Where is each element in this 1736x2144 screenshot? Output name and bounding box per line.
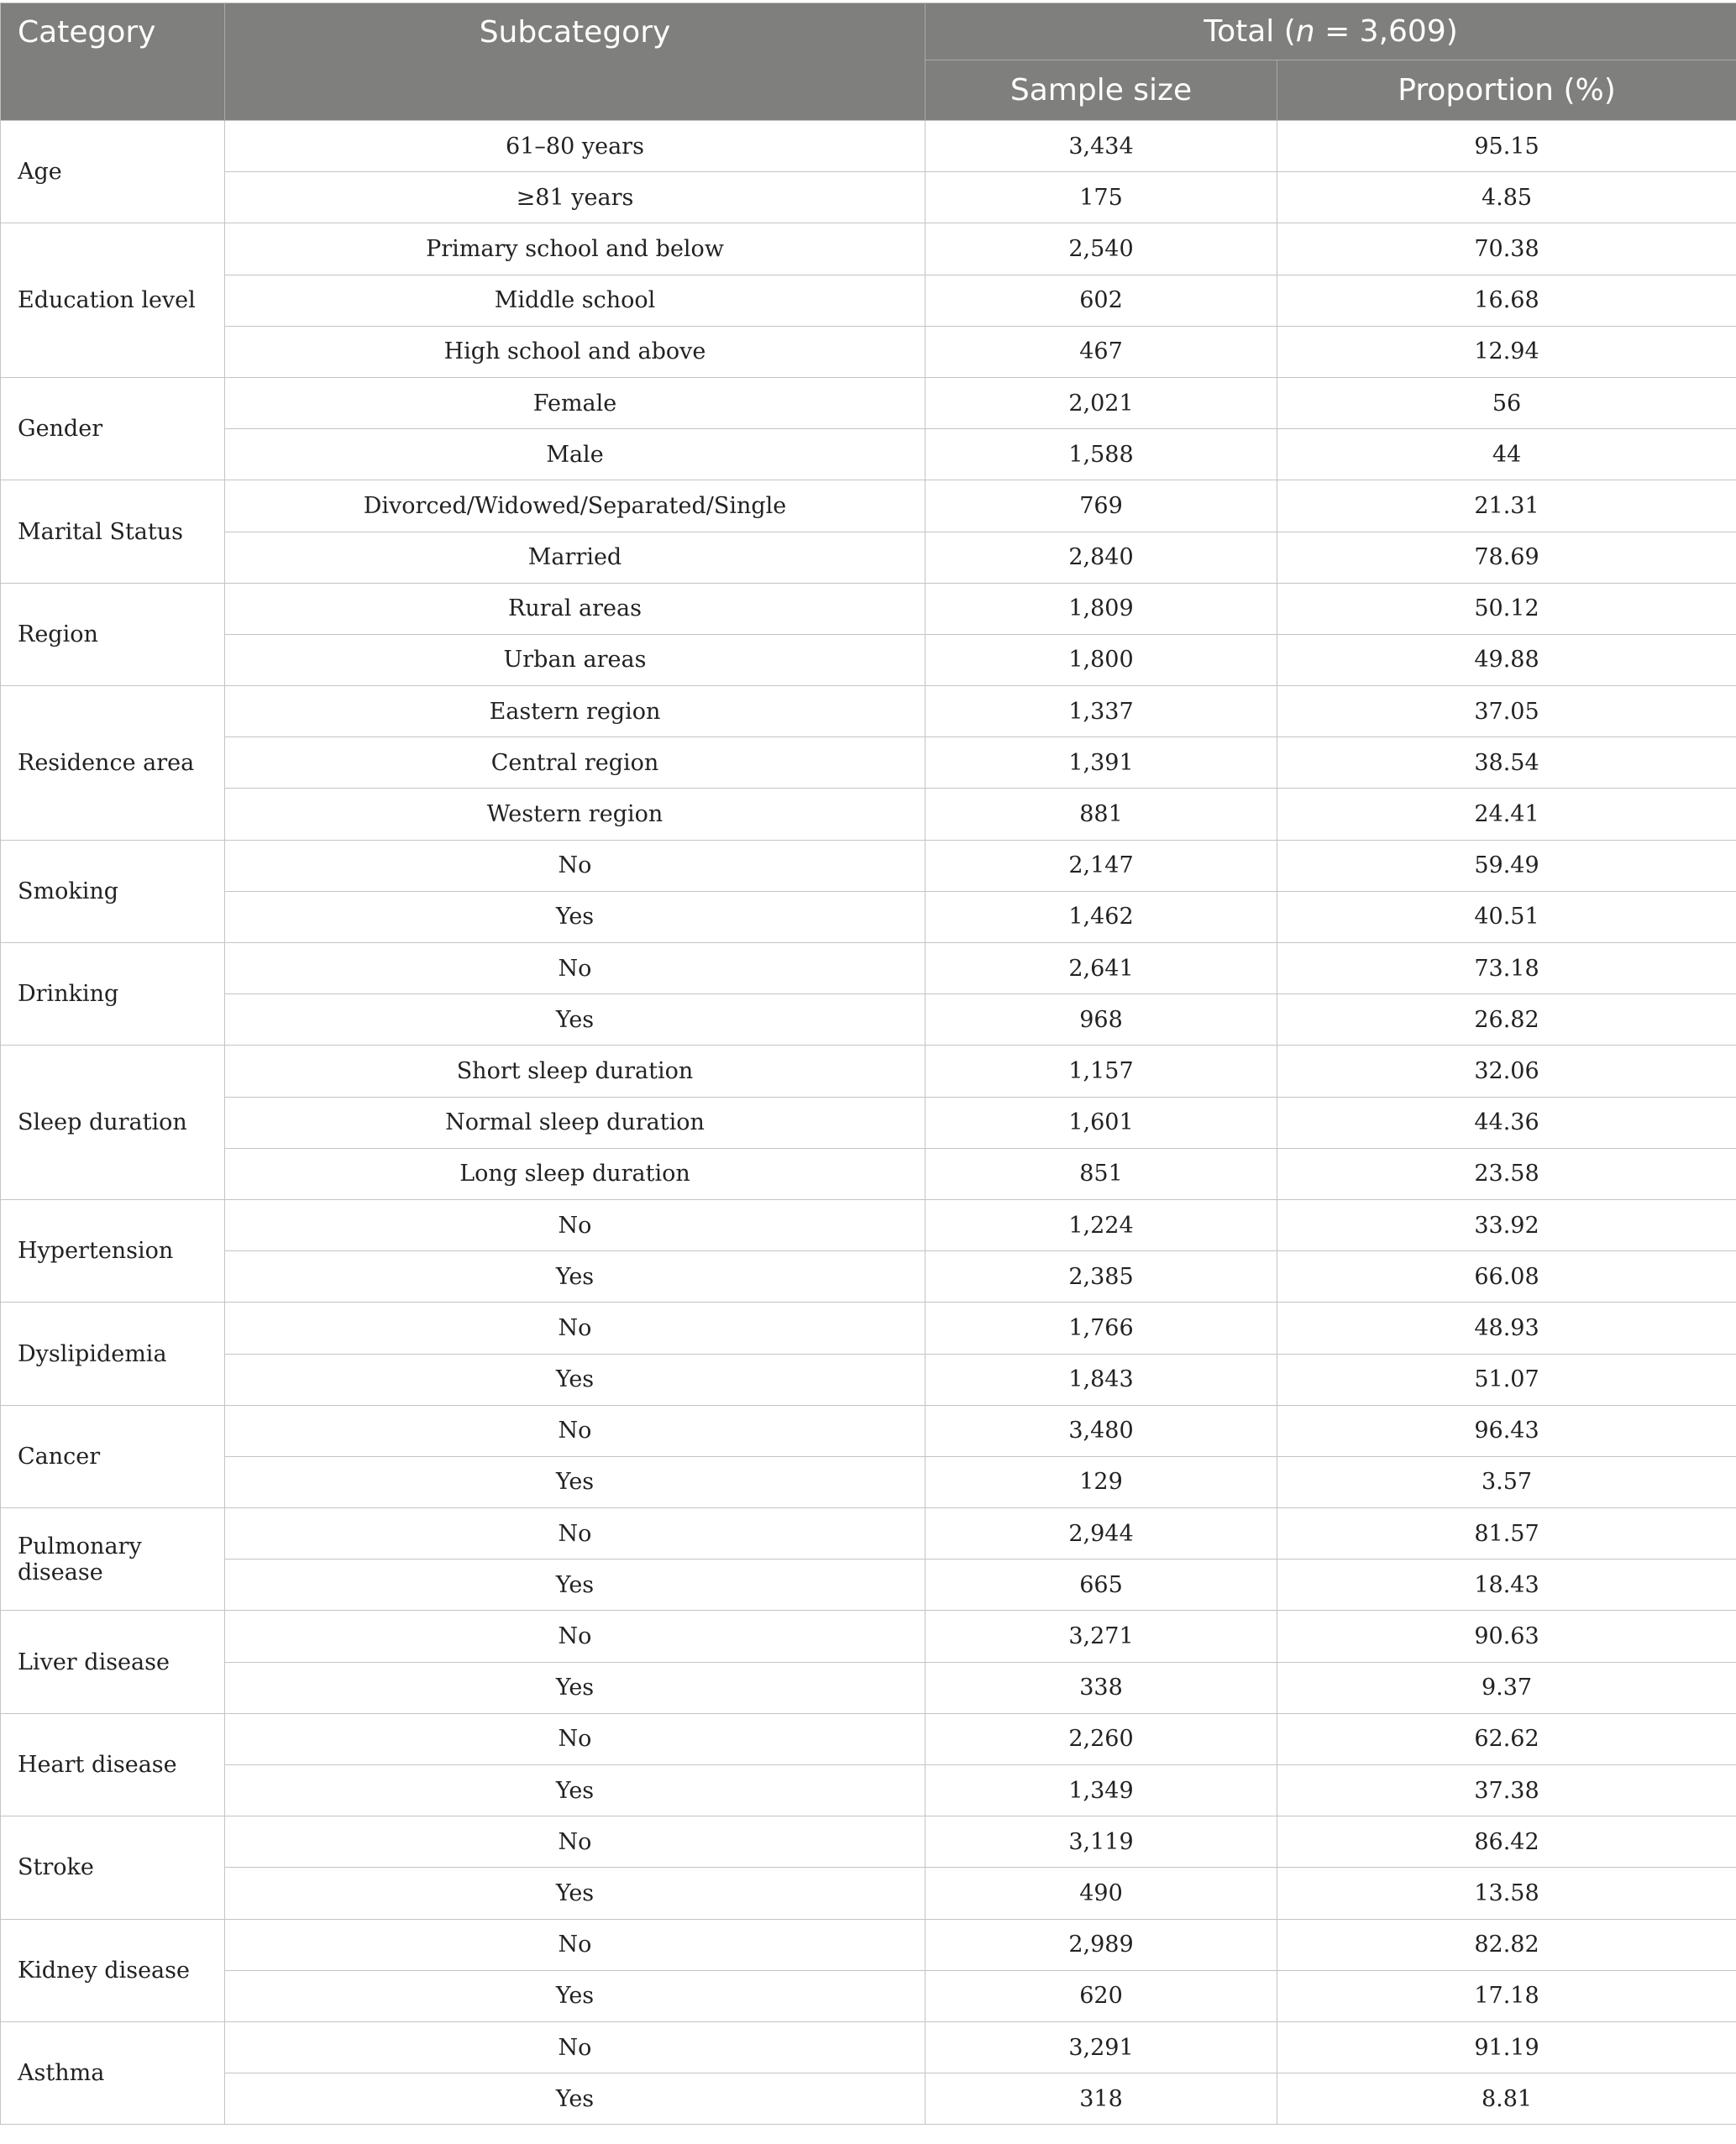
subcategory-cell: Eastern region	[225, 686, 926, 737]
table-row	[1, 1456, 1736, 1507]
proportion-cell: 95.15	[1277, 121, 1736, 172]
subcategory-cell: Yes	[225, 1251, 926, 1303]
proportion-cell: 18.43	[1277, 1560, 1736, 1611]
table-row	[1, 2073, 1736, 2125]
table-header	[1, 3, 1736, 121]
subcategory-cell: Rural areas	[225, 583, 926, 634]
proportion-cell: 23.58	[1277, 1148, 1736, 1199]
table-row	[1, 1970, 1736, 2021]
sample-size-cell: 338	[926, 1662, 1277, 1713]
category-cell: Heart disease	[1, 1713, 225, 1816]
subcategory-cell: No	[225, 1405, 926, 1456]
proportion-cell: 24.41	[1277, 789, 1736, 840]
sample-size-cell: 3,480	[926, 1405, 1277, 1456]
subcategory-cell: Yes	[225, 891, 926, 942]
sample-size-cell: 129	[926, 1456, 1277, 1507]
sample-size-cell: 2,260	[926, 1713, 1277, 1764]
category-cell: Liver disease	[1, 1611, 225, 1713]
table-row	[1, 1303, 1736, 1354]
category-cell: Asthma	[1, 2021, 225, 2124]
subcategory-cell: Yes	[225, 994, 926, 1046]
proportion-cell: 86.42	[1277, 1816, 1736, 1868]
category-cell: Dyslipidemia	[1, 1303, 225, 1405]
subcategory-cell: No	[225, 1611, 926, 1662]
proportion-cell: 51.07	[1277, 1354, 1736, 1405]
table-row	[1, 480, 1736, 532]
table-row	[1, 686, 1736, 737]
table-row	[1, 1354, 1736, 1405]
subcategory-cell: No	[225, 1508, 926, 1560]
table-row	[1, 891, 1736, 942]
proportion-cell: 32.06	[1277, 1046, 1736, 1097]
header-subcategory: Subcategory	[225, 3, 926, 121]
subcategory-cell: Long sleep duration	[225, 1148, 926, 1199]
subcategory-cell: ≥81 years	[225, 172, 926, 223]
category-cell: Pulmonary disease	[1, 1508, 225, 1611]
category-cell: Age	[1, 121, 225, 223]
table-row	[1, 377, 1736, 428]
table-row	[1, 275, 1736, 326]
sample-size-cell: 851	[926, 1148, 1277, 1199]
header-category: Category	[1, 3, 225, 121]
subcategory-cell: Middle school	[225, 275, 926, 326]
table-row	[1, 1765, 1736, 1816]
sample-size-cell: 1,800	[926, 634, 1277, 685]
category-cell: Cancer	[1, 1405, 225, 1507]
subcategory-cell: Yes	[225, 1354, 926, 1405]
sample-size-cell: 2,840	[926, 532, 1277, 583]
subcategory-cell: Yes	[225, 1970, 926, 2021]
demographics-table	[0, 3, 1736, 2125]
subcategory-cell: No	[225, 943, 926, 994]
header-total-prefix: Total (	[1204, 14, 1296, 49]
table-row	[1, 1816, 1736, 1868]
sample-size-cell: 1,601	[926, 1097, 1277, 1148]
subcategory-cell: No	[225, 1303, 926, 1354]
subcategory-cell: Married	[225, 532, 926, 583]
proportion-cell: 37.38	[1277, 1765, 1736, 1816]
sample-size-cell: 1,349	[926, 1765, 1277, 1816]
sample-size-cell: 881	[926, 789, 1277, 840]
subcategory-cell: Yes	[225, 1456, 926, 1507]
sample-size-cell: 2,989	[926, 1919, 1277, 1970]
proportion-cell: 8.81	[1277, 2073, 1736, 2125]
table-body	[1, 121, 1736, 2125]
subcategory-cell: Urban areas	[225, 634, 926, 685]
proportion-cell: 12.94	[1277, 326, 1736, 377]
proportion-cell: 59.49	[1277, 840, 1736, 891]
subcategory-cell: Yes	[225, 1662, 926, 1713]
table-row	[1, 1097, 1736, 1148]
table-row	[1, 1148, 1736, 1199]
subcategory-cell: 61–80 years	[225, 121, 926, 172]
table-row	[1, 1919, 1736, 1970]
table-row	[1, 737, 1736, 789]
category-cell: Smoking	[1, 840, 225, 942]
subcategory-cell: Male	[225, 429, 926, 480]
table-row	[1, 1868, 1736, 1919]
table-row	[1, 994, 1736, 1046]
proportion-cell: 81.57	[1277, 1508, 1736, 1560]
proportion-cell: 40.51	[1277, 891, 1736, 942]
proportion-cell: 16.68	[1277, 275, 1736, 326]
category-cell: Education level	[1, 223, 225, 378]
sample-size-cell: 2,021	[926, 377, 1277, 428]
proportion-cell: 96.43	[1277, 1405, 1736, 1456]
proportion-cell: 49.88	[1277, 634, 1736, 685]
proportion-cell: 4.85	[1277, 172, 1736, 223]
sample-size-cell: 318	[926, 2073, 1277, 2125]
category-cell: Residence area	[1, 686, 225, 841]
sample-size-cell: 175	[926, 172, 1277, 223]
subcategory-cell: Short sleep duration	[225, 1046, 926, 1097]
sample-size-cell: 1,462	[926, 891, 1277, 942]
sample-size-cell: 2,944	[926, 1508, 1277, 1560]
category-cell: Sleep duration	[1, 1046, 225, 1200]
sample-size-cell: 665	[926, 1560, 1277, 1611]
table-row	[1, 2021, 1736, 2073]
subcategory-cell: Yes	[225, 1765, 926, 1816]
table-row	[1, 172, 1736, 223]
subcategory-cell: No	[225, 1713, 926, 1764]
category-cell: Stroke	[1, 1816, 225, 1919]
proportion-cell: 70.38	[1277, 223, 1736, 275]
subcategory-cell: Normal sleep duration	[225, 1097, 926, 1148]
subcategory-cell: No	[225, 1919, 926, 1970]
table-row	[1, 429, 1736, 480]
proportion-cell: 38.54	[1277, 737, 1736, 789]
subcategory-cell: Divorced/Widowed/Separated/Single	[225, 480, 926, 532]
table-row	[1, 1560, 1736, 1611]
proportion-cell: 21.31	[1277, 480, 1736, 532]
sample-size-cell: 1,588	[926, 429, 1277, 480]
proportion-cell: 37.05	[1277, 686, 1736, 737]
sample-size-cell: 467	[926, 326, 1277, 377]
sample-size-cell: 2,385	[926, 1251, 1277, 1303]
sample-size-cell: 620	[926, 1970, 1277, 2021]
subcategory-cell: No	[225, 1199, 926, 1250]
table-row	[1, 1713, 1736, 1764]
table-row	[1, 1405, 1736, 1456]
proportion-cell: 26.82	[1277, 994, 1736, 1046]
proportion-cell: 13.58	[1277, 1868, 1736, 1919]
sample-size-cell: 3,271	[926, 1611, 1277, 1662]
table-row	[1, 634, 1736, 685]
subcategory-cell: Yes	[225, 1560, 926, 1611]
subcategory-cell: Western region	[225, 789, 926, 840]
proportion-cell: 50.12	[1277, 583, 1736, 634]
header-sample-size: Sample size	[926, 60, 1277, 121]
table-row	[1, 1662, 1736, 1713]
proportion-cell: 90.63	[1277, 1611, 1736, 1662]
subcategory-cell: Female	[225, 377, 926, 428]
subcategory-cell: No	[225, 840, 926, 891]
table-row	[1, 223, 1736, 275]
table-row	[1, 1508, 1736, 1560]
proportion-cell: 56	[1277, 377, 1736, 428]
table-row	[1, 789, 1736, 840]
sample-size-cell: 1,843	[926, 1354, 1277, 1405]
sample-size-cell: 2,147	[926, 840, 1277, 891]
sample-size-cell: 1,766	[926, 1303, 1277, 1354]
sample-size-cell: 2,540	[926, 223, 1277, 275]
sample-size-cell: 968	[926, 994, 1277, 1046]
proportion-cell: 9.37	[1277, 1662, 1736, 1713]
sample-size-cell: 3,291	[926, 2021, 1277, 2073]
sample-size-cell: 3,119	[926, 1816, 1277, 1868]
subcategory-cell: Yes	[225, 2073, 926, 2125]
subcategory-cell: Yes	[225, 1868, 926, 1919]
sample-size-cell: 1,224	[926, 1199, 1277, 1250]
subcategory-cell: Central region	[225, 737, 926, 789]
proportion-cell: 73.18	[1277, 943, 1736, 994]
proportion-cell: 3.57	[1277, 1456, 1736, 1507]
category-cell: Kidney disease	[1, 1919, 225, 2021]
table-row	[1, 943, 1736, 994]
sample-size-cell: 490	[926, 1868, 1277, 1919]
header-total-suffix: = 3,609)	[1314, 14, 1458, 49]
proportion-cell: 62.62	[1277, 1713, 1736, 1764]
sample-size-cell: 1,809	[926, 583, 1277, 634]
subcategory-cell: No	[225, 2021, 926, 2073]
header-total-n: n	[1295, 14, 1315, 49]
table-row	[1, 583, 1736, 634]
proportion-cell: 91.19	[1277, 2021, 1736, 2073]
category-cell: Marital Status	[1, 480, 225, 583]
header-total	[926, 3, 1736, 60]
category-cell: Drinking	[1, 943, 225, 1046]
sample-size-cell: 2,641	[926, 943, 1277, 994]
table-row	[1, 840, 1736, 891]
category-cell: Hypertension	[1, 1199, 225, 1302]
table-row	[1, 1611, 1736, 1662]
subcategory-cell: Primary school and below	[225, 223, 926, 275]
proportion-cell: 78.69	[1277, 532, 1736, 583]
table-row	[1, 1251, 1736, 1303]
sample-size-cell: 1,337	[926, 686, 1277, 737]
subcategory-cell: High school and above	[225, 326, 926, 377]
sample-size-cell: 602	[926, 275, 1277, 326]
sample-size-cell: 1,391	[926, 737, 1277, 789]
table-row	[1, 1046, 1736, 1097]
proportion-cell: 44	[1277, 429, 1736, 480]
subcategory-cell: No	[225, 1816, 926, 1868]
proportion-cell: 48.93	[1277, 1303, 1736, 1354]
proportion-cell: 44.36	[1277, 1097, 1736, 1148]
table-row	[1, 121, 1736, 172]
category-cell: Region	[1, 583, 225, 685]
sample-size-cell: 1,157	[926, 1046, 1277, 1097]
category-cell: Gender	[1, 377, 225, 480]
proportion-cell: 17.18	[1277, 1970, 1736, 2021]
header-proportion: Proportion (%)	[1277, 60, 1736, 121]
table-row	[1, 532, 1736, 583]
table-row	[1, 1199, 1736, 1250]
proportion-cell: 66.08	[1277, 1251, 1736, 1303]
proportion-cell: 82.82	[1277, 1919, 1736, 1970]
sample-size-cell: 3,434	[926, 121, 1277, 172]
sample-size-cell: 769	[926, 480, 1277, 532]
table-row	[1, 326, 1736, 377]
proportion-cell: 33.92	[1277, 1199, 1736, 1250]
